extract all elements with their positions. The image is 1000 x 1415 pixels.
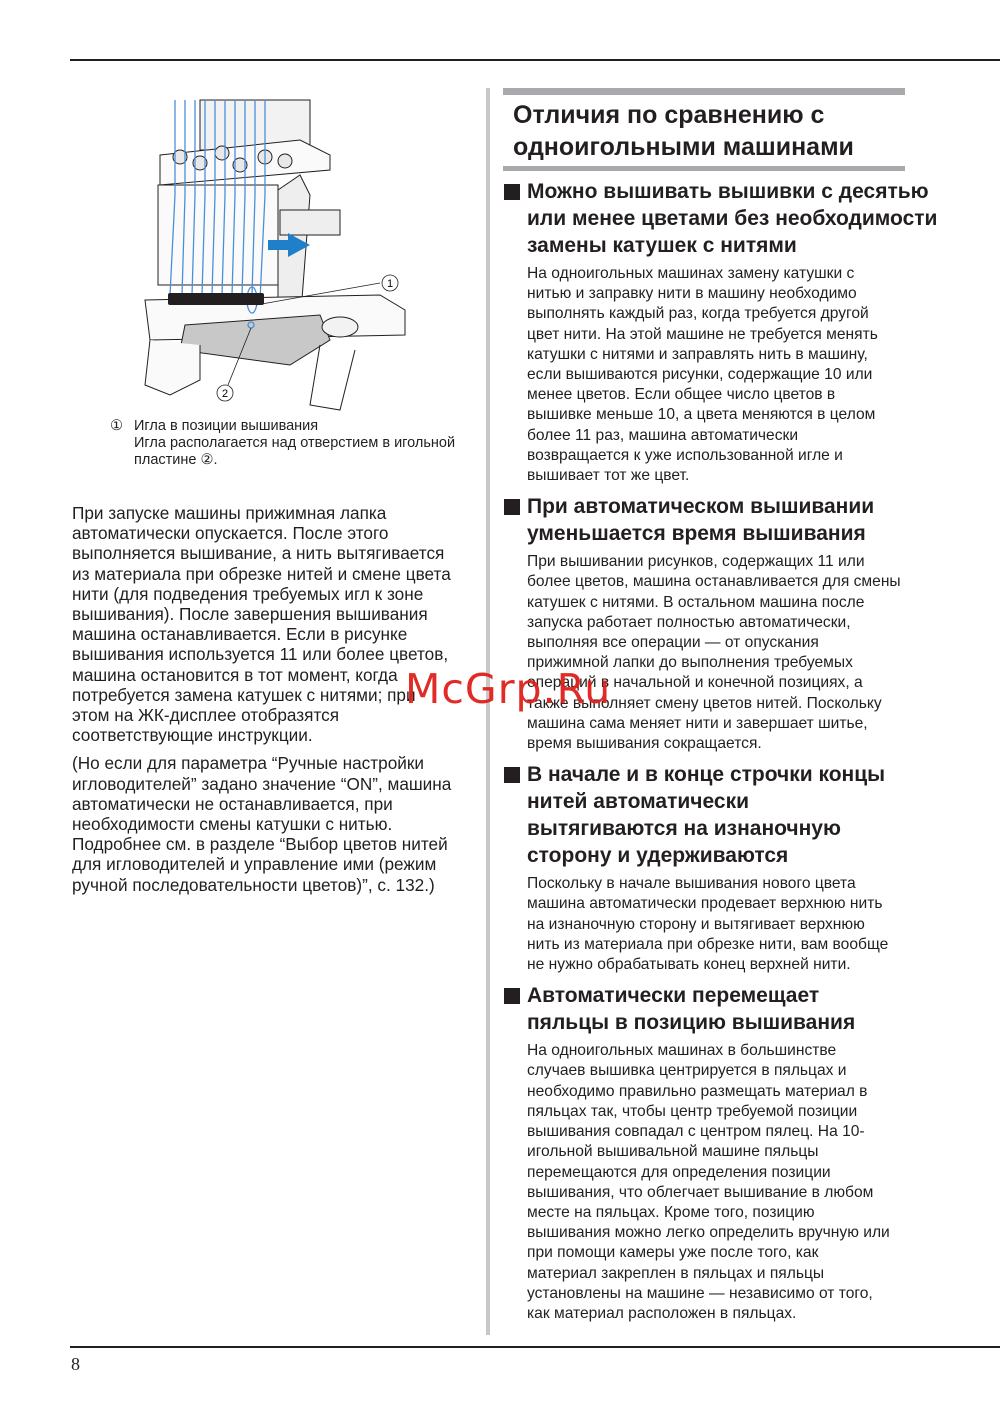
- text-line: не нужно обрабатывать конец верхней нити.: [527, 956, 851, 974]
- feature-body: [503, 1041, 905, 1324]
- paragraph: [72, 753, 451, 894]
- text-line: пяльцах так, чтобы центр требуемой позиции: [527, 1102, 858, 1120]
- text-line: менее цветов. Если общее число цветов в: [527, 386, 836, 404]
- heading-line: Можно вышивать вышивки с десятью: [527, 180, 929, 203]
- callout-1: 1: [386, 278, 394, 290]
- text-line: вышивания). После завершения вышивания: [72, 604, 428, 625]
- text-line: нить из материала при обрезке нити, вам вообще: [527, 935, 889, 953]
- text-line: установлены на машине — независимо от того,: [527, 1284, 873, 1302]
- text-line: вышивает тот же цвет.: [527, 467, 690, 485]
- heading-line: замены катушек с нитями: [527, 234, 797, 257]
- square-bullet-icon: [504, 767, 520, 783]
- text-line: машина остановится в тот момент, когда: [72, 664, 398, 685]
- text-line: на изнаночную сторону и вытягивает верхнюю: [527, 915, 865, 933]
- text-line: вышивания, что облегчает вышивание в любом: [527, 1183, 874, 1201]
- heading-line: уменьшается время вышивания: [527, 522, 866, 546]
- figure-caption: [110, 418, 455, 469]
- text-line: вышивания совпадал с центром пялец. На 10-: [527, 1123, 865, 1141]
- feature-body: [503, 264, 905, 486]
- text-line: время вышивания сокращается.: [527, 735, 762, 753]
- feature-section: [503, 178, 938, 486]
- text-line: катушек с нитями. В остальном машина после: [527, 593, 865, 611]
- text-line: На одноигольных машинах замену катушки с: [527, 265, 855, 282]
- callout-2: 2: [221, 388, 229, 400]
- caption-number: ①: [110, 418, 123, 434]
- text-line: соответствующие инструкции.: [72, 725, 313, 746]
- caption-line: пластине ②.: [134, 452, 218, 468]
- feature-list: [503, 178, 938, 1324]
- paragraph: [72, 503, 451, 745]
- text-line: случаев вышивка центрируется в пяльцах и: [527, 1062, 847, 1080]
- heading-line: или менее цветами без необходимости: [527, 207, 938, 230]
- text-line: потребуется замена катушек с нитями; при: [72, 684, 416, 705]
- title-line: Отличия по сравнению с: [513, 101, 825, 129]
- text-line: перемещаются для определения позиции: [527, 1163, 831, 1181]
- square-bullet-icon: [504, 988, 520, 1004]
- page-number: 8: [71, 1354, 80, 1374]
- text-line: При запуске машины прижимная лапка: [72, 503, 387, 523]
- text-line: нитью и заправку нити в машину необходимо: [527, 285, 857, 303]
- text-line: машина автоматически продевает верхнюю нить: [527, 895, 883, 913]
- watermark: McGrp.Ru: [405, 665, 612, 713]
- text-line: На одноигольных машинах в большинстве: [527, 1042, 837, 1060]
- text-line: вышивке меньше 10, а цвета меняются в целом: [527, 406, 876, 424]
- caption-line: Игла в позиции вышивания: [134, 418, 319, 434]
- heading-line: сторону и удерживаются: [527, 844, 789, 868]
- caption-line: Игла располагается над отверстием в игольной: [134, 435, 456, 451]
- text-line: необходимости смены катушки с нитью.: [72, 814, 393, 835]
- text-line: из материала при обрезке нитей и смене цвета: [72, 563, 451, 584]
- text-line: как материал расположен в пяльцах.: [527, 1304, 797, 1322]
- text-line: операций в начальной и конечной позициях, а: [527, 674, 863, 692]
- machine-illustration: [140, 95, 410, 415]
- text-line: при помощи камеры уже после того, как: [527, 1244, 819, 1262]
- text-line: катушки с нитями и заправлять нить в машину,: [527, 345, 868, 363]
- text-line: если вышиваются рисунки, содержащие 10 или: [527, 366, 873, 384]
- text-line: этом на ЖК-дисплее отобразятся: [72, 705, 340, 726]
- text-line: Поскольку в начале вышивания нового цвета: [527, 875, 856, 893]
- text-line: более 11 раз, машина автоматически: [527, 426, 799, 444]
- feature-heading: [503, 493, 905, 547]
- section-title: [503, 88, 905, 171]
- text-line: выполняется вышивание, а нить вытягивается: [72, 543, 445, 564]
- heading-line: нитей автоматически: [527, 790, 749, 814]
- top-rule: [70, 59, 1000, 61]
- text-line: (Но если для параметра “Ручные настройки: [72, 753, 424, 774]
- feature-body: [503, 552, 905, 754]
- feature-heading: [503, 761, 905, 869]
- text-line: Подробнее см. в разделе “Выбор цветов нитей: [72, 834, 448, 855]
- text-line: машина сама меняет нити и завершает шитье,: [527, 714, 868, 732]
- text-line: автоматически не останавливается, при: [72, 793, 393, 814]
- text-line: При вышивании рисунков, содержащих 11 или: [527, 553, 865, 571]
- heading-line: пяльцы в позицию вышивания: [527, 1011, 856, 1035]
- text-line: цвет нити. На этой машине не требуется менять: [527, 325, 878, 343]
- feature-section: [503, 761, 905, 975]
- heading-line: вытягиваются на изнаночную: [527, 817, 841, 841]
- title-line: одноигольными машинами: [513, 133, 854, 161]
- text-line: автоматически опускается. После этого: [72, 523, 389, 544]
- bottom-rule: [70, 1346, 1000, 1348]
- heading-line: При автоматическом вышивании: [527, 495, 875, 519]
- square-bullet-icon: [504, 184, 520, 200]
- text-line: прижимной лапки до выполнения требуемых: [527, 654, 853, 672]
- text-line: материал закреплен в пяльцах и пяльцы: [527, 1264, 825, 1282]
- text-line: выполнять каждый раз, когда требуется другой: [527, 305, 869, 323]
- text-line: игловодителей” задано значение “ON”, машина: [72, 773, 452, 794]
- text-line: вышивания можно легко определить вручную или: [527, 1224, 890, 1242]
- text-line: более цветов, машина останавливается для смены: [527, 573, 901, 591]
- heading-line: Автоматически перемещает: [527, 984, 820, 1008]
- left-body-text: [72, 503, 451, 895]
- square-bullet-icon: [504, 499, 520, 515]
- feature-heading: [503, 982, 905, 1036]
- text-line: выполняя все операции — от опускания: [527, 634, 819, 652]
- feature-heading: [503, 178, 938, 259]
- text-line: возвращается к уже использованной игле и: [527, 446, 843, 464]
- text-line: также выполняет смену цветов нитей. Поскольку: [527, 694, 882, 712]
- text-line: игольной вышивальной машине пяльцы: [527, 1143, 819, 1161]
- feature-body: [503, 874, 905, 975]
- heading-line: В начале и в конце строчки концы: [527, 763, 886, 787]
- feature-section: [503, 982, 905, 1324]
- text-line: машина останавливается. Если в рисунке: [72, 624, 408, 645]
- feature-section: [503, 493, 905, 754]
- text-line: вышивания используется 11 или более цветов,: [72, 644, 449, 665]
- text-line: запуска работает полностью автоматически,: [527, 613, 851, 631]
- text-line: ручной последовательности цветов)”, с. 132.): [72, 874, 435, 895]
- text-line: нити (для подведения требуемых игл к зоне: [72, 583, 424, 604]
- text-line: месте на пяльцах. Кроме того, позицию: [527, 1203, 815, 1221]
- text-line: необходимо правильно размещать материал в: [527, 1082, 868, 1100]
- text-line: для игловодителей и управление ими (режим: [72, 854, 437, 875]
- caption-text: [134, 418, 455, 469]
